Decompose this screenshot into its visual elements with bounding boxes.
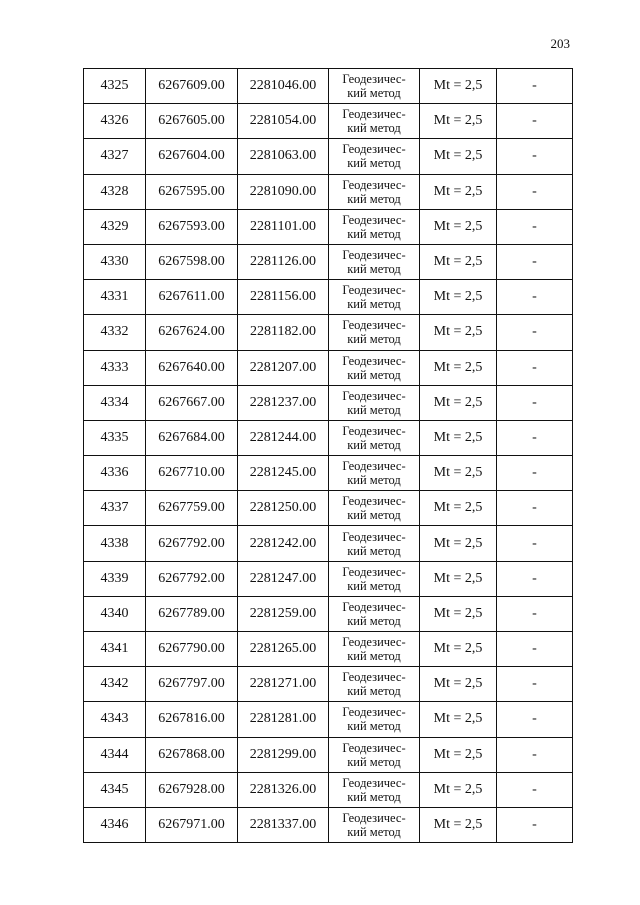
y-coordinate-cell: 2281299.00 <box>238 737 329 772</box>
point-number-cell: 4339 <box>84 561 146 596</box>
table-row <box>84 491 573 526</box>
x-coordinate-cell: 6267928.00 <box>146 772 238 807</box>
point-number-cell: 4327 <box>84 139 146 174</box>
accuracy-cell: Mt = 2,5 <box>420 772 497 807</box>
method-line-2: кий метод <box>347 473 401 488</box>
accuracy-cell: Mt = 2,5 <box>420 244 497 279</box>
point-number-cell: 4334 <box>84 385 146 420</box>
x-coordinate-cell: 6267797.00 <box>146 667 238 702</box>
method-line-2: кий метод <box>347 543 401 558</box>
method-line-2: кий метод <box>347 402 401 417</box>
method-line-1: Геодезичес- <box>342 177 406 192</box>
note-cell: - <box>497 104 573 139</box>
accuracy-cell: Mt = 2,5 <box>420 420 497 455</box>
table-row <box>84 526 573 561</box>
note-cell: - <box>497 69 573 104</box>
accuracy-cell: Mt = 2,5 <box>420 315 497 350</box>
point-number-cell: 4330 <box>84 244 146 279</box>
x-coordinate-cell: 6267789.00 <box>146 596 238 631</box>
note-cell: - <box>497 737 573 772</box>
accuracy-cell: Mt = 2,5 <box>420 456 497 491</box>
table-row <box>84 174 573 209</box>
y-coordinate-cell: 2281242.00 <box>238 526 329 561</box>
method-cell <box>329 561 420 596</box>
method-cell <box>329 350 420 385</box>
method-line-2: кий метод <box>347 649 401 664</box>
method-line-2: кий метод <box>347 297 401 312</box>
method-line-1: Геодезичес- <box>342 564 406 579</box>
note-cell: - <box>497 561 573 596</box>
method-cell <box>329 209 420 244</box>
method-cell <box>329 596 420 631</box>
point-number-cell: 4325 <box>84 69 146 104</box>
method-line-1: Геодезичес- <box>342 142 406 157</box>
method-line-1: Геодезичес- <box>342 248 406 263</box>
y-coordinate-cell: 2281090.00 <box>238 174 329 209</box>
method-line-1: Геодезичес- <box>342 670 406 685</box>
accuracy-cell: Mt = 2,5 <box>420 632 497 667</box>
method-cell <box>329 69 420 104</box>
y-coordinate-cell: 2281237.00 <box>238 385 329 420</box>
point-number-cell: 4338 <box>84 526 146 561</box>
accuracy-cell: Mt = 2,5 <box>420 807 497 842</box>
method-cell <box>329 139 420 174</box>
y-coordinate-cell: 2281244.00 <box>238 420 329 455</box>
x-coordinate-cell: 6267971.00 <box>146 807 238 842</box>
x-coordinate-cell: 6267792.00 <box>146 561 238 596</box>
y-coordinate-cell: 2281063.00 <box>238 139 329 174</box>
method-cell <box>329 385 420 420</box>
y-coordinate-cell: 2281054.00 <box>238 104 329 139</box>
method-cell <box>329 526 420 561</box>
table-row <box>84 702 573 737</box>
point-number-cell: 4332 <box>84 315 146 350</box>
y-coordinate-cell: 2281101.00 <box>238 209 329 244</box>
point-number-cell: 4340 <box>84 596 146 631</box>
method-line-2: кий метод <box>347 508 401 523</box>
method-line-1: Геодезичес- <box>342 599 406 614</box>
x-coordinate-cell: 6267624.00 <box>146 315 238 350</box>
x-coordinate-cell: 6267609.00 <box>146 69 238 104</box>
table-row <box>84 315 573 350</box>
coordinates-table <box>83 68 573 843</box>
x-coordinate-cell: 6267595.00 <box>146 174 238 209</box>
y-coordinate-cell: 2281182.00 <box>238 315 329 350</box>
method-line-1: Геодезичес- <box>342 107 406 122</box>
method-line-2: кий метод <box>347 121 401 136</box>
table-row <box>84 350 573 385</box>
x-coordinate-cell: 6267598.00 <box>146 244 238 279</box>
point-number-cell: 4343 <box>84 702 146 737</box>
point-number-cell: 4326 <box>84 104 146 139</box>
method-line-2: кий метод <box>347 156 401 171</box>
y-coordinate-cell: 2281259.00 <box>238 596 329 631</box>
point-number-cell: 4331 <box>84 280 146 315</box>
accuracy-cell: Mt = 2,5 <box>420 667 497 702</box>
method-line-1: Геодезичес- <box>342 529 406 544</box>
method-line-2: кий метод <box>347 719 401 734</box>
accuracy-cell: Mt = 2,5 <box>420 385 497 420</box>
method-cell <box>329 174 420 209</box>
table-row <box>84 667 573 702</box>
method-line-2: кий метод <box>347 789 401 804</box>
note-cell: - <box>497 385 573 420</box>
point-number-cell: 4342 <box>84 667 146 702</box>
note-cell: - <box>497 420 573 455</box>
method-line-1: Геодезичес- <box>342 740 406 755</box>
point-number-cell: 4328 <box>84 174 146 209</box>
method-line-1: Геодезичес- <box>342 388 406 403</box>
method-line-1: Геодезичес- <box>342 775 406 790</box>
method-line-2: кий метод <box>347 684 401 699</box>
note-cell: - <box>497 702 573 737</box>
note-cell: - <box>497 632 573 667</box>
method-cell <box>329 315 420 350</box>
point-number-cell: 4335 <box>84 420 146 455</box>
table-row <box>84 69 573 104</box>
y-coordinate-cell: 2281271.00 <box>238 667 329 702</box>
method-line-1: Геодезичес- <box>342 459 406 474</box>
table-row <box>84 280 573 315</box>
x-coordinate-cell: 6267611.00 <box>146 280 238 315</box>
x-coordinate-cell: 6267759.00 <box>146 491 238 526</box>
accuracy-cell: Mt = 2,5 <box>420 104 497 139</box>
point-number-cell: 4336 <box>84 456 146 491</box>
method-line-1: Геодезичес- <box>342 318 406 333</box>
accuracy-cell: Mt = 2,5 <box>420 491 497 526</box>
table-row <box>84 561 573 596</box>
accuracy-cell: Mt = 2,5 <box>420 737 497 772</box>
method-cell <box>329 104 420 139</box>
method-cell <box>329 737 420 772</box>
y-coordinate-cell: 2281265.00 <box>238 632 329 667</box>
method-line-2: кий метод <box>347 613 401 628</box>
x-coordinate-cell: 6267667.00 <box>146 385 238 420</box>
x-coordinate-cell: 6267593.00 <box>146 209 238 244</box>
x-coordinate-cell: 6267605.00 <box>146 104 238 139</box>
note-cell: - <box>497 456 573 491</box>
method-line-1: Геодезичес- <box>342 423 406 438</box>
x-coordinate-cell: 6267710.00 <box>146 456 238 491</box>
note-cell: - <box>497 174 573 209</box>
method-line-1: Геодезичес- <box>342 811 406 826</box>
y-coordinate-cell: 2281046.00 <box>238 69 329 104</box>
method-cell <box>329 456 420 491</box>
table-row <box>84 385 573 420</box>
method-line-2: кий метод <box>347 86 401 101</box>
method-line-1: Геодезичес- <box>342 353 406 368</box>
method-line-2: кий метод <box>347 825 401 840</box>
note-cell: - <box>497 280 573 315</box>
method-cell <box>329 702 420 737</box>
x-coordinate-cell: 6267684.00 <box>146 420 238 455</box>
method-line-1: Геодезичес- <box>342 212 406 227</box>
table-row <box>84 104 573 139</box>
method-line-2: кий метод <box>347 262 401 277</box>
point-number-cell: 4329 <box>84 209 146 244</box>
x-coordinate-cell: 6267604.00 <box>146 139 238 174</box>
accuracy-cell: Mt = 2,5 <box>420 139 497 174</box>
method-line-2: кий метод <box>347 754 401 769</box>
x-coordinate-cell: 6267816.00 <box>146 702 238 737</box>
note-cell: - <box>497 596 573 631</box>
note-cell: - <box>497 667 573 702</box>
method-line-1: Геодезичес- <box>342 283 406 298</box>
method-cell <box>329 632 420 667</box>
point-number-cell: 4333 <box>84 350 146 385</box>
x-coordinate-cell: 6267868.00 <box>146 737 238 772</box>
y-coordinate-cell: 2281326.00 <box>238 772 329 807</box>
y-coordinate-cell: 2281250.00 <box>238 491 329 526</box>
method-line-1: Геодезичес- <box>342 72 406 87</box>
accuracy-cell: Mt = 2,5 <box>420 596 497 631</box>
accuracy-cell: Mt = 2,5 <box>420 280 497 315</box>
method-cell <box>329 667 420 702</box>
note-cell: - <box>497 209 573 244</box>
point-number-cell: 4345 <box>84 772 146 807</box>
point-number-cell: 4341 <box>84 632 146 667</box>
point-number-cell: 4344 <box>84 737 146 772</box>
note-cell: - <box>497 807 573 842</box>
method-line-1: Геодезичес- <box>342 635 406 650</box>
coordinates-table-body <box>84 69 573 843</box>
accuracy-cell: Mt = 2,5 <box>420 561 497 596</box>
method-cell <box>329 491 420 526</box>
method-cell <box>329 807 420 842</box>
x-coordinate-cell: 6267640.00 <box>146 350 238 385</box>
y-coordinate-cell: 2281337.00 <box>238 807 329 842</box>
method-line-2: кий метод <box>347 578 401 593</box>
note-cell: - <box>497 350 573 385</box>
table-row <box>84 244 573 279</box>
accuracy-cell: Mt = 2,5 <box>420 69 497 104</box>
table-row <box>84 596 573 631</box>
y-coordinate-cell: 2281245.00 <box>238 456 329 491</box>
y-coordinate-cell: 2281156.00 <box>238 280 329 315</box>
note-cell: - <box>497 315 573 350</box>
method-cell <box>329 280 420 315</box>
method-line-1: Геодезичес- <box>342 494 406 509</box>
table-row <box>84 420 573 455</box>
table-row <box>84 772 573 807</box>
table-row <box>84 632 573 667</box>
table-row <box>84 139 573 174</box>
note-cell: - <box>497 139 573 174</box>
table-row <box>84 807 573 842</box>
method-cell <box>329 772 420 807</box>
y-coordinate-cell: 2281126.00 <box>238 244 329 279</box>
method-line-2: кий метод <box>347 191 401 206</box>
accuracy-cell: Mt = 2,5 <box>420 350 497 385</box>
method-line-2: кий метод <box>347 437 401 452</box>
note-cell: - <box>497 244 573 279</box>
accuracy-cell: Mt = 2,5 <box>420 174 497 209</box>
note-cell: - <box>497 526 573 561</box>
y-coordinate-cell: 2281247.00 <box>238 561 329 596</box>
method-cell <box>329 420 420 455</box>
table-row <box>84 737 573 772</box>
method-line-1: Геодезичес- <box>342 705 406 720</box>
method-line-2: кий метод <box>347 367 401 382</box>
y-coordinate-cell: 2281207.00 <box>238 350 329 385</box>
accuracy-cell: Mt = 2,5 <box>420 702 497 737</box>
method-line-2: кий метод <box>347 226 401 241</box>
x-coordinate-cell: 6267792.00 <box>146 526 238 561</box>
method-cell <box>329 244 420 279</box>
page-number: 203 <box>550 36 570 51</box>
table-row <box>84 209 573 244</box>
accuracy-cell: Mt = 2,5 <box>420 526 497 561</box>
x-coordinate-cell: 6267790.00 <box>146 632 238 667</box>
y-coordinate-cell: 2281281.00 <box>238 702 329 737</box>
point-number-cell: 4346 <box>84 807 146 842</box>
method-line-2: кий метод <box>347 332 401 347</box>
accuracy-cell: Mt = 2,5 <box>420 209 497 244</box>
note-cell: - <box>497 772 573 807</box>
table-row <box>84 456 573 491</box>
point-number-cell: 4337 <box>84 491 146 526</box>
note-cell: - <box>497 491 573 526</box>
